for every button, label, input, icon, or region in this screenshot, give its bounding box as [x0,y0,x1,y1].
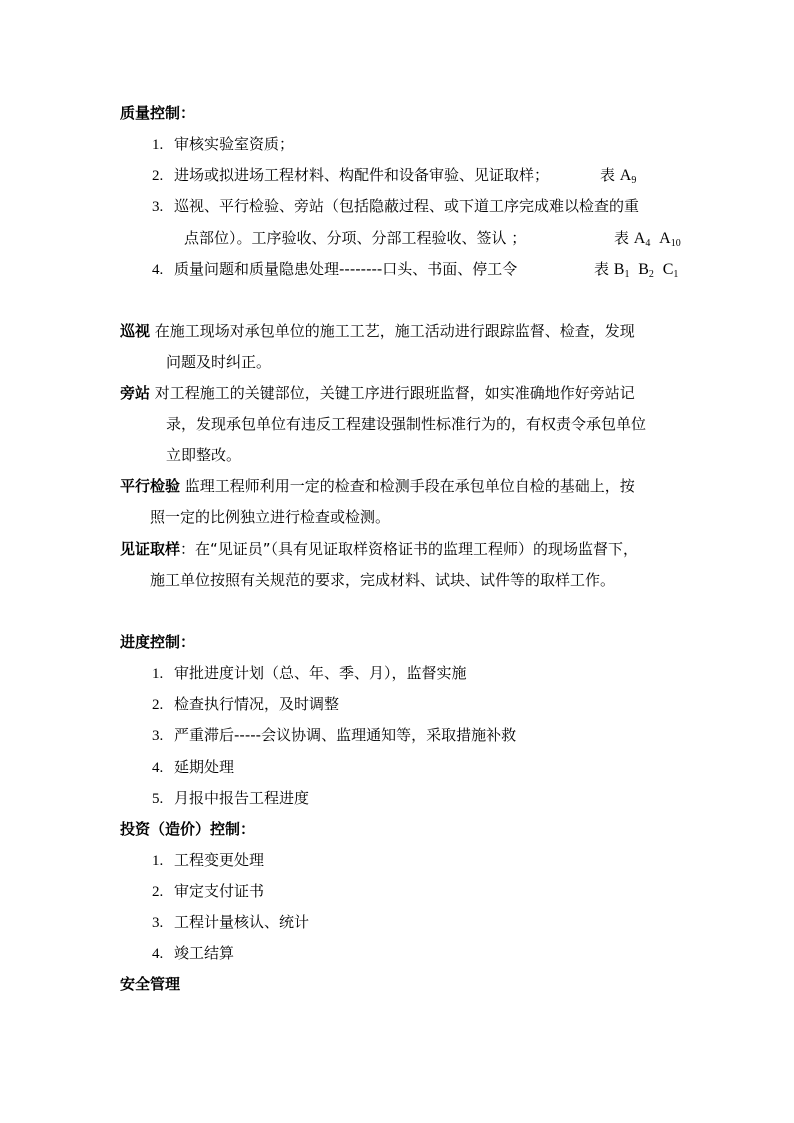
item-text: 严重滞后-----会议协调、监理通知等，采取措施补救 [174,726,517,744]
table-ref-label: 表 [600,166,616,184]
item-text: 竣工结算 [174,944,235,962]
progress-item-5 [152,788,309,809]
quality-item-4 [152,259,517,280]
item-number: 4. [152,760,164,776]
table-ref-a4-a10 [614,228,681,254]
definition-jianzheng-quyang [120,539,638,559]
quality-item-3-continuation: 点部位）。工序验收、分项、分部工程验收、签认 ； [184,229,527,247]
progress-heading: 进度控制： [120,633,196,651]
item-number: 3. [152,728,164,744]
table-ref-label: 表 [614,229,630,247]
item-number: 3. [152,915,164,931]
table-code-sub: 2 [648,269,654,280]
item-text: 巡视、平行检验、旁站（包括隐蔽过程、或下道工序完成难以检查的重 [174,197,640,215]
table-code-sub: 9 [631,175,637,186]
definition-text: 对工程施工的关键部位，关键工序进行跟班监督，如实准确地作好旁站记 [150,384,635,402]
item-text: 进场或拟进场工程材料、构配件和设备审验、见证取样； [174,166,550,184]
item-text: 月报中报告工程进度 [174,789,310,807]
table-code-letter: C [662,261,674,278]
item-text: 质量问题和质量隐患处理--------口头、书面、停工令 [174,260,518,278]
table-code-sub: 1 [673,269,679,280]
progress-item-3 [152,725,516,746]
definition-text: 在施工现场对承包单位的施工工艺，施工活动进行跟踪监督、检查，发现 [150,322,635,340]
table-code-letter: B [613,261,625,278]
item-text: 审核实验室资质； [174,135,295,153]
definition-term: 旁站 [120,384,151,402]
table-code-sub: 10 [670,238,681,249]
definition-continuation: 施工单位按照有关规范的要求，完成材料、试块、试件等的取样工作。 [150,571,616,589]
item-number: 2. [152,697,164,713]
progress-item-2 [152,694,339,715]
item-text: 延期处理 [174,758,235,776]
table-ref-a9 [600,165,636,191]
definition-term: 巡视 [120,322,151,340]
investment-item-2 [152,881,264,902]
item-text: 工程变更处理 [174,851,265,869]
definition-term: 见证取样 [120,540,181,558]
quality-item-2 [152,165,549,186]
definition-continuation: 问题及时纠正。 [166,353,272,371]
table-ref-label: 表 [594,260,610,278]
investment-item-4 [152,943,234,964]
item-text: 审批进度计划（总、年、季、月），监督实施 [174,664,467,682]
progress-item-4 [152,757,234,778]
definition-term: 平行检验 [120,477,181,495]
item-number: 3. [152,199,164,215]
quality-heading: 质量控制： [120,104,196,122]
definition-text: 监理工程师利用一定的检查和检测手段在承包单位自检的基础上，按 [180,477,635,495]
table-code-letter: A [659,230,671,247]
item-number: 1. [152,853,164,869]
progress-item-1 [152,663,467,684]
safety-heading: 安全管理 [120,975,181,993]
definition-continuation: 立即整改。 [166,446,242,464]
item-number: 2. [152,884,164,900]
table-code-sub: 1 [624,269,630,280]
item-number: 2. [152,168,164,184]
item-text: 检查执行情况，及时调整 [174,695,340,713]
definition-xunshi [120,321,635,341]
item-number: 5. [152,791,164,807]
item-number: 4. [152,262,164,278]
table-code-sub: 4 [645,238,651,249]
investment-item-3 [152,912,309,933]
table-code-letter: A [619,167,632,184]
investment-heading: 投资（造价）控制： [120,820,256,838]
quality-item-1 [152,134,294,155]
item-number: 4. [152,946,164,962]
item-number: 1. [152,137,164,153]
definition-continuation: 录，发现承包单位有违反工程建设强制性标准行为的，有权责令承包单位 [166,415,647,433]
table-code-letter: A [633,230,646,247]
definition-text: ：在“见证员”（具有见证取样资格证书的监理工程师）的现场监督下， [180,540,639,558]
definition-continuation: 照一定的比例独立进行检查或检测。 [150,508,391,526]
table-code-letter: B [638,261,649,278]
item-text: 审定支付证书 [174,882,265,900]
quality-item-3 [152,196,639,217]
investment-item-1 [152,850,264,871]
definition-pangzhan [120,383,635,403]
definition-pingxing-jianyan [120,476,635,496]
item-number: 1. [152,666,164,682]
table-ref-b1-b2-c1 [594,259,678,285]
item-text: 工程计量核认、统计 [174,913,310,931]
